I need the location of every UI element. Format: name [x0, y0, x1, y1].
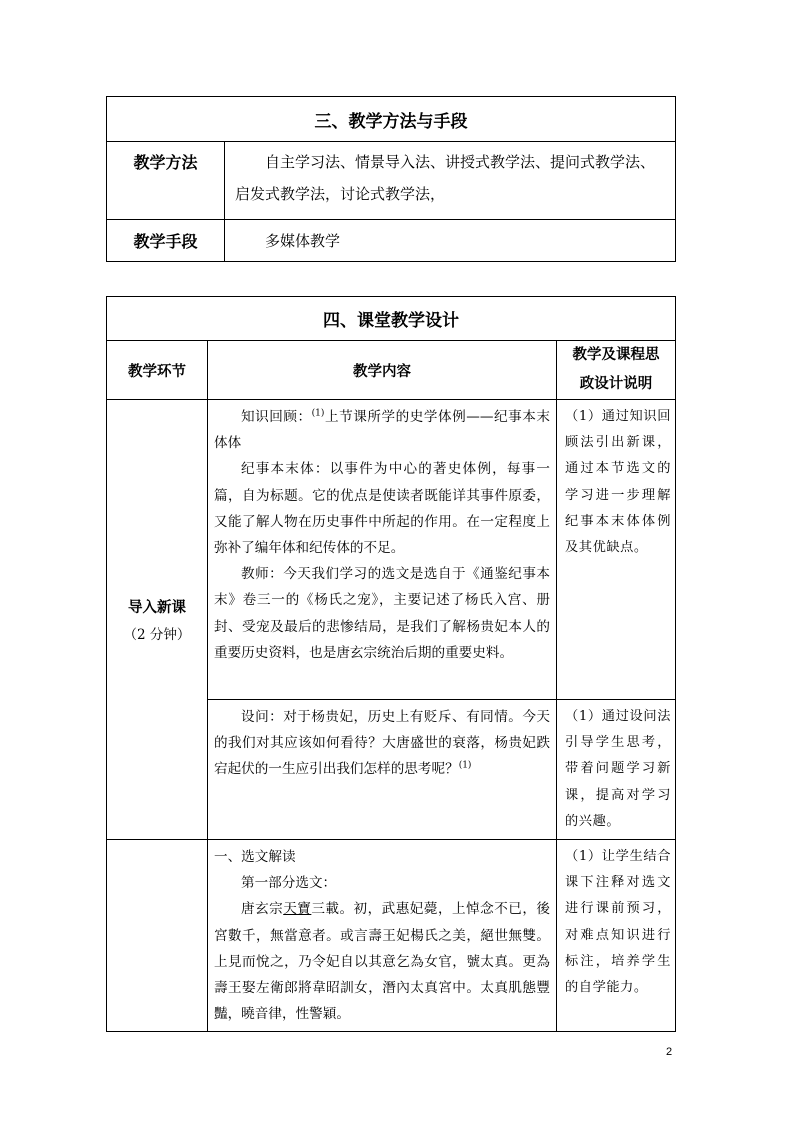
stage-time: （2 分钟）: [123, 627, 191, 643]
col-note-header: [557, 341, 676, 400]
design-heading: 四、课堂教学设计: [107, 297, 676, 341]
part-label: 第一部分选文：: [241, 875, 337, 892]
stage-cell: [107, 400, 208, 840]
col-note-header-line2: 政设计说明: [579, 376, 653, 392]
genre-paragraph: 纪事本末体：以事件为中心的著史体例，每事一篇，自为标题。它的优点是使读者既能详其事件原委，又能了解人物在历史事件中所起的作用。在一定程度上弥补了编年体和纪传体的不足。: [214, 461, 550, 557]
question-paragraph: 设问：对于杨贵妃，历史上有贬斥、有同情。今天的我们对其应该如何看待？大唐盛世的衰落，杨贵妃跌宕起伏的一生应引出我们怎样的思考呢？$^{(1)}$: [214, 709, 550, 778]
stage-name: 导入新课: [128, 600, 186, 616]
stage-cell-empty: [107, 840, 208, 1032]
col-note-header-line1: 教学及课程思: [572, 347, 660, 363]
content-cell-question: [208, 700, 557, 840]
note-cell-question: （1）通过设问法引导学生思考，带着问题学习新课，提高对学习的兴趣。: [557, 700, 676, 840]
content-cell-reading: [208, 840, 557, 1032]
note-cell-review: （1）通过知识回顾法引出新课，通过本节选文的学习进一步理解纪事本末体体例及其优缺点。: [557, 400, 676, 700]
teacher-paragraph: 教师：今天我们学习的选文是选自于《通鉴纪事本末》卷三一的《杨氏之宠》，主要记述了杨氏入宫、册封、受宠及最后的悲惨结局，是我们了解杨贵妃本人的重要历史资料，也是唐玄宗统治后期的重要史料。: [214, 566, 550, 661]
content-cell-review: [208, 400, 557, 700]
methods-table: [106, 96, 676, 262]
review-paragraph: 知识回顾：$^{(1)}$上节课所学的史学体例——纪事本末体体: [214, 408, 551, 452]
section-heading: 一、选文解读: [214, 849, 296, 866]
page-number: 2: [666, 1046, 673, 1058]
classical-text: 唐玄宗天寶三載。初，武惠妃薨，上悼念不已，後宮數千，無當意者。或言壽王妃楊氏之美，絕世無雙。上見而悅之，乃令妃自以其意乞為女官，號太真。更為壽王娶左衛郎將韋昭訓女，潛內太真宮中。太真肌態豐豔，曉音律，性警穎。: [214, 901, 551, 1023]
col-stage-header: 教学环节: [107, 341, 208, 400]
col-content-header: 教学内容: [208, 341, 557, 400]
method-content: 自主学习法、情景导入法、讲授式教学法、提问式教学法、启发式教学法，讨论式教学法，: [225, 142, 676, 220]
note-cell-reading: （1）让学生结合课下注释对选文进行课前预习，对难点知识进行标注，培养学生的自学能力。: [557, 840, 676, 1032]
means-content: 多媒体教学: [225, 220, 676, 262]
means-label: 教学手段: [107, 220, 225, 262]
methods-heading: 三、教学方法与手段: [107, 97, 676, 142]
method-label: 教学方法: [107, 142, 225, 220]
design-table: [106, 296, 676, 1032]
